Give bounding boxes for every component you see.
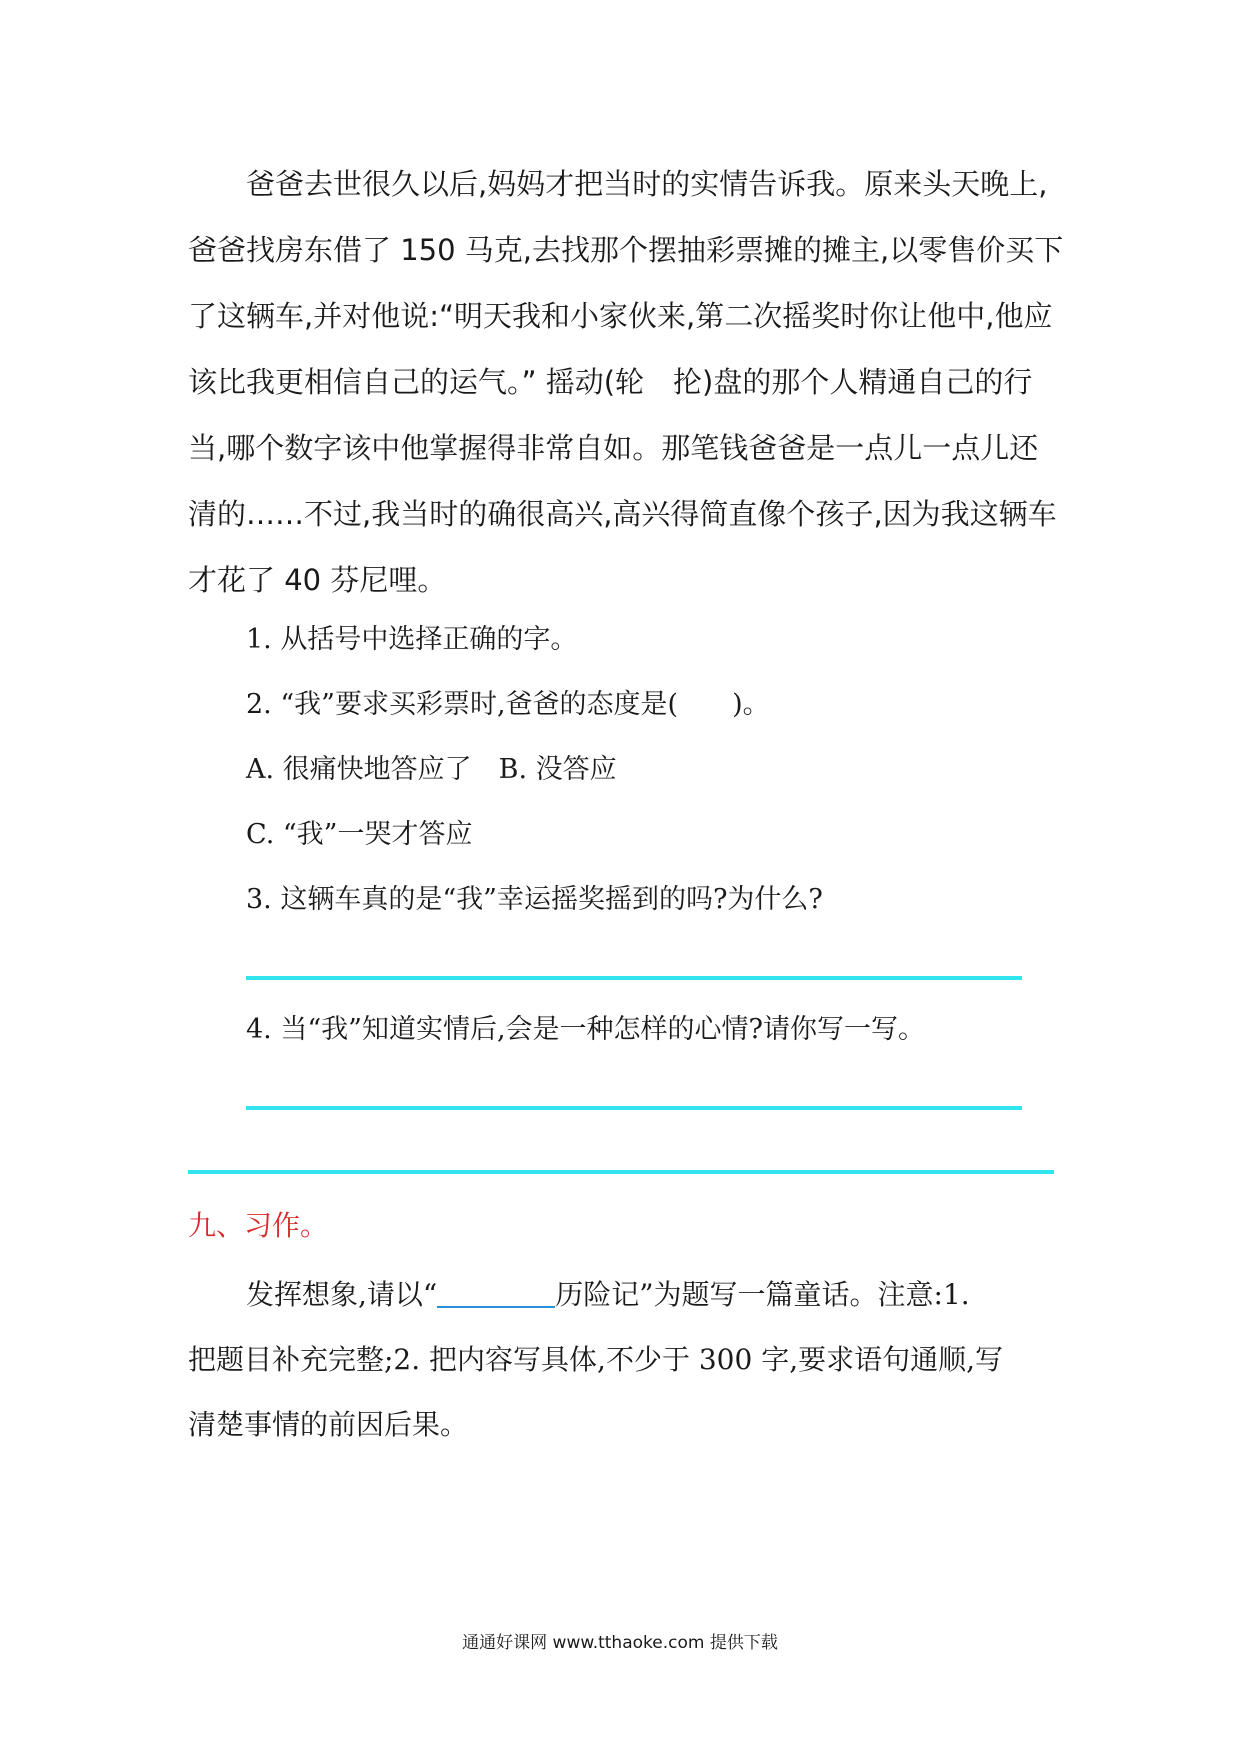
essay-prompt-line-2: 把题目补充完整;2. 把内容写具体,不少于 300 字,要求语句通顺,写 [188, 1343, 1003, 1376]
question-3: 3. 这辆车真的是“我”幸运摇奖摇到的吗?为什么? [246, 884, 823, 915]
section-divider-line [188, 1170, 1054, 1174]
passage-line: 清的……不过,我当时的确很高兴,高兴得简直像个孩子,因为我这辆车 [188, 497, 1057, 531]
passage-line: 才花了 40 芬尼哩。 [188, 563, 447, 597]
question-4: 4. 当“我”知道实情后,会是一种怎样的心情?请你写一写。 [246, 1014, 926, 1045]
passage-line: 该比我更相信自己的运气。” 摇动(轮 抡)盘的那个人精通自己的行 [188, 365, 1033, 399]
passage-line: 爸爸找房东借了 150 马克,去找那个摆抽彩票摊的摊主,以零售价买下 [188, 233, 1064, 267]
question-1: 1. 从括号中选择正确的字。 [246, 624, 578, 655]
reading-passage [188, 151, 1064, 613]
question-2-option-c: C. “我”一哭才答应 [246, 819, 473, 850]
essay-prompt-line-1 [188, 1262, 1068, 1327]
section-9-title: 九、习作。 [188, 1209, 329, 1242]
essay-prompt-line-3: 清楚事情的前因后果。 [188, 1408, 469, 1441]
question-2: 2. “我”要求买彩票时,爸爸的态度是( )。 [246, 689, 770, 720]
passage-line: 当,哪个数字该中他掌握得非常自如。那笔钱爸爸是一点儿一点儿还 [188, 431, 1039, 465]
question-3-answer-line[interactable] [246, 976, 1022, 980]
essay-prompt-prefix: 发挥想象,请以“ [246, 1278, 438, 1311]
title-fill-blank[interactable] [437, 1276, 555, 1308]
essay-prompt-suffix: 历险记”为题写一篇童话。注意:1. [555, 1278, 970, 1311]
page-footer: 通通好课网 www.tthaoke.com 提供下载 [462, 1633, 778, 1653]
question-2-options-ab: A. 很痛快地答应了 B. 没答应 [246, 754, 617, 785]
passage-line: 爸爸去世很久以后,妈妈才把当时的实情告诉我。原来头天晚上, [246, 167, 1048, 201]
essay-prompt [188, 1262, 1068, 1457]
question-4-answer-line[interactable] [246, 1106, 1022, 1110]
passage-line: 了这辆车,并对他说:“明天我和小家伙来,第二次摇奖时你让他中,他应 [188, 299, 1053, 333]
